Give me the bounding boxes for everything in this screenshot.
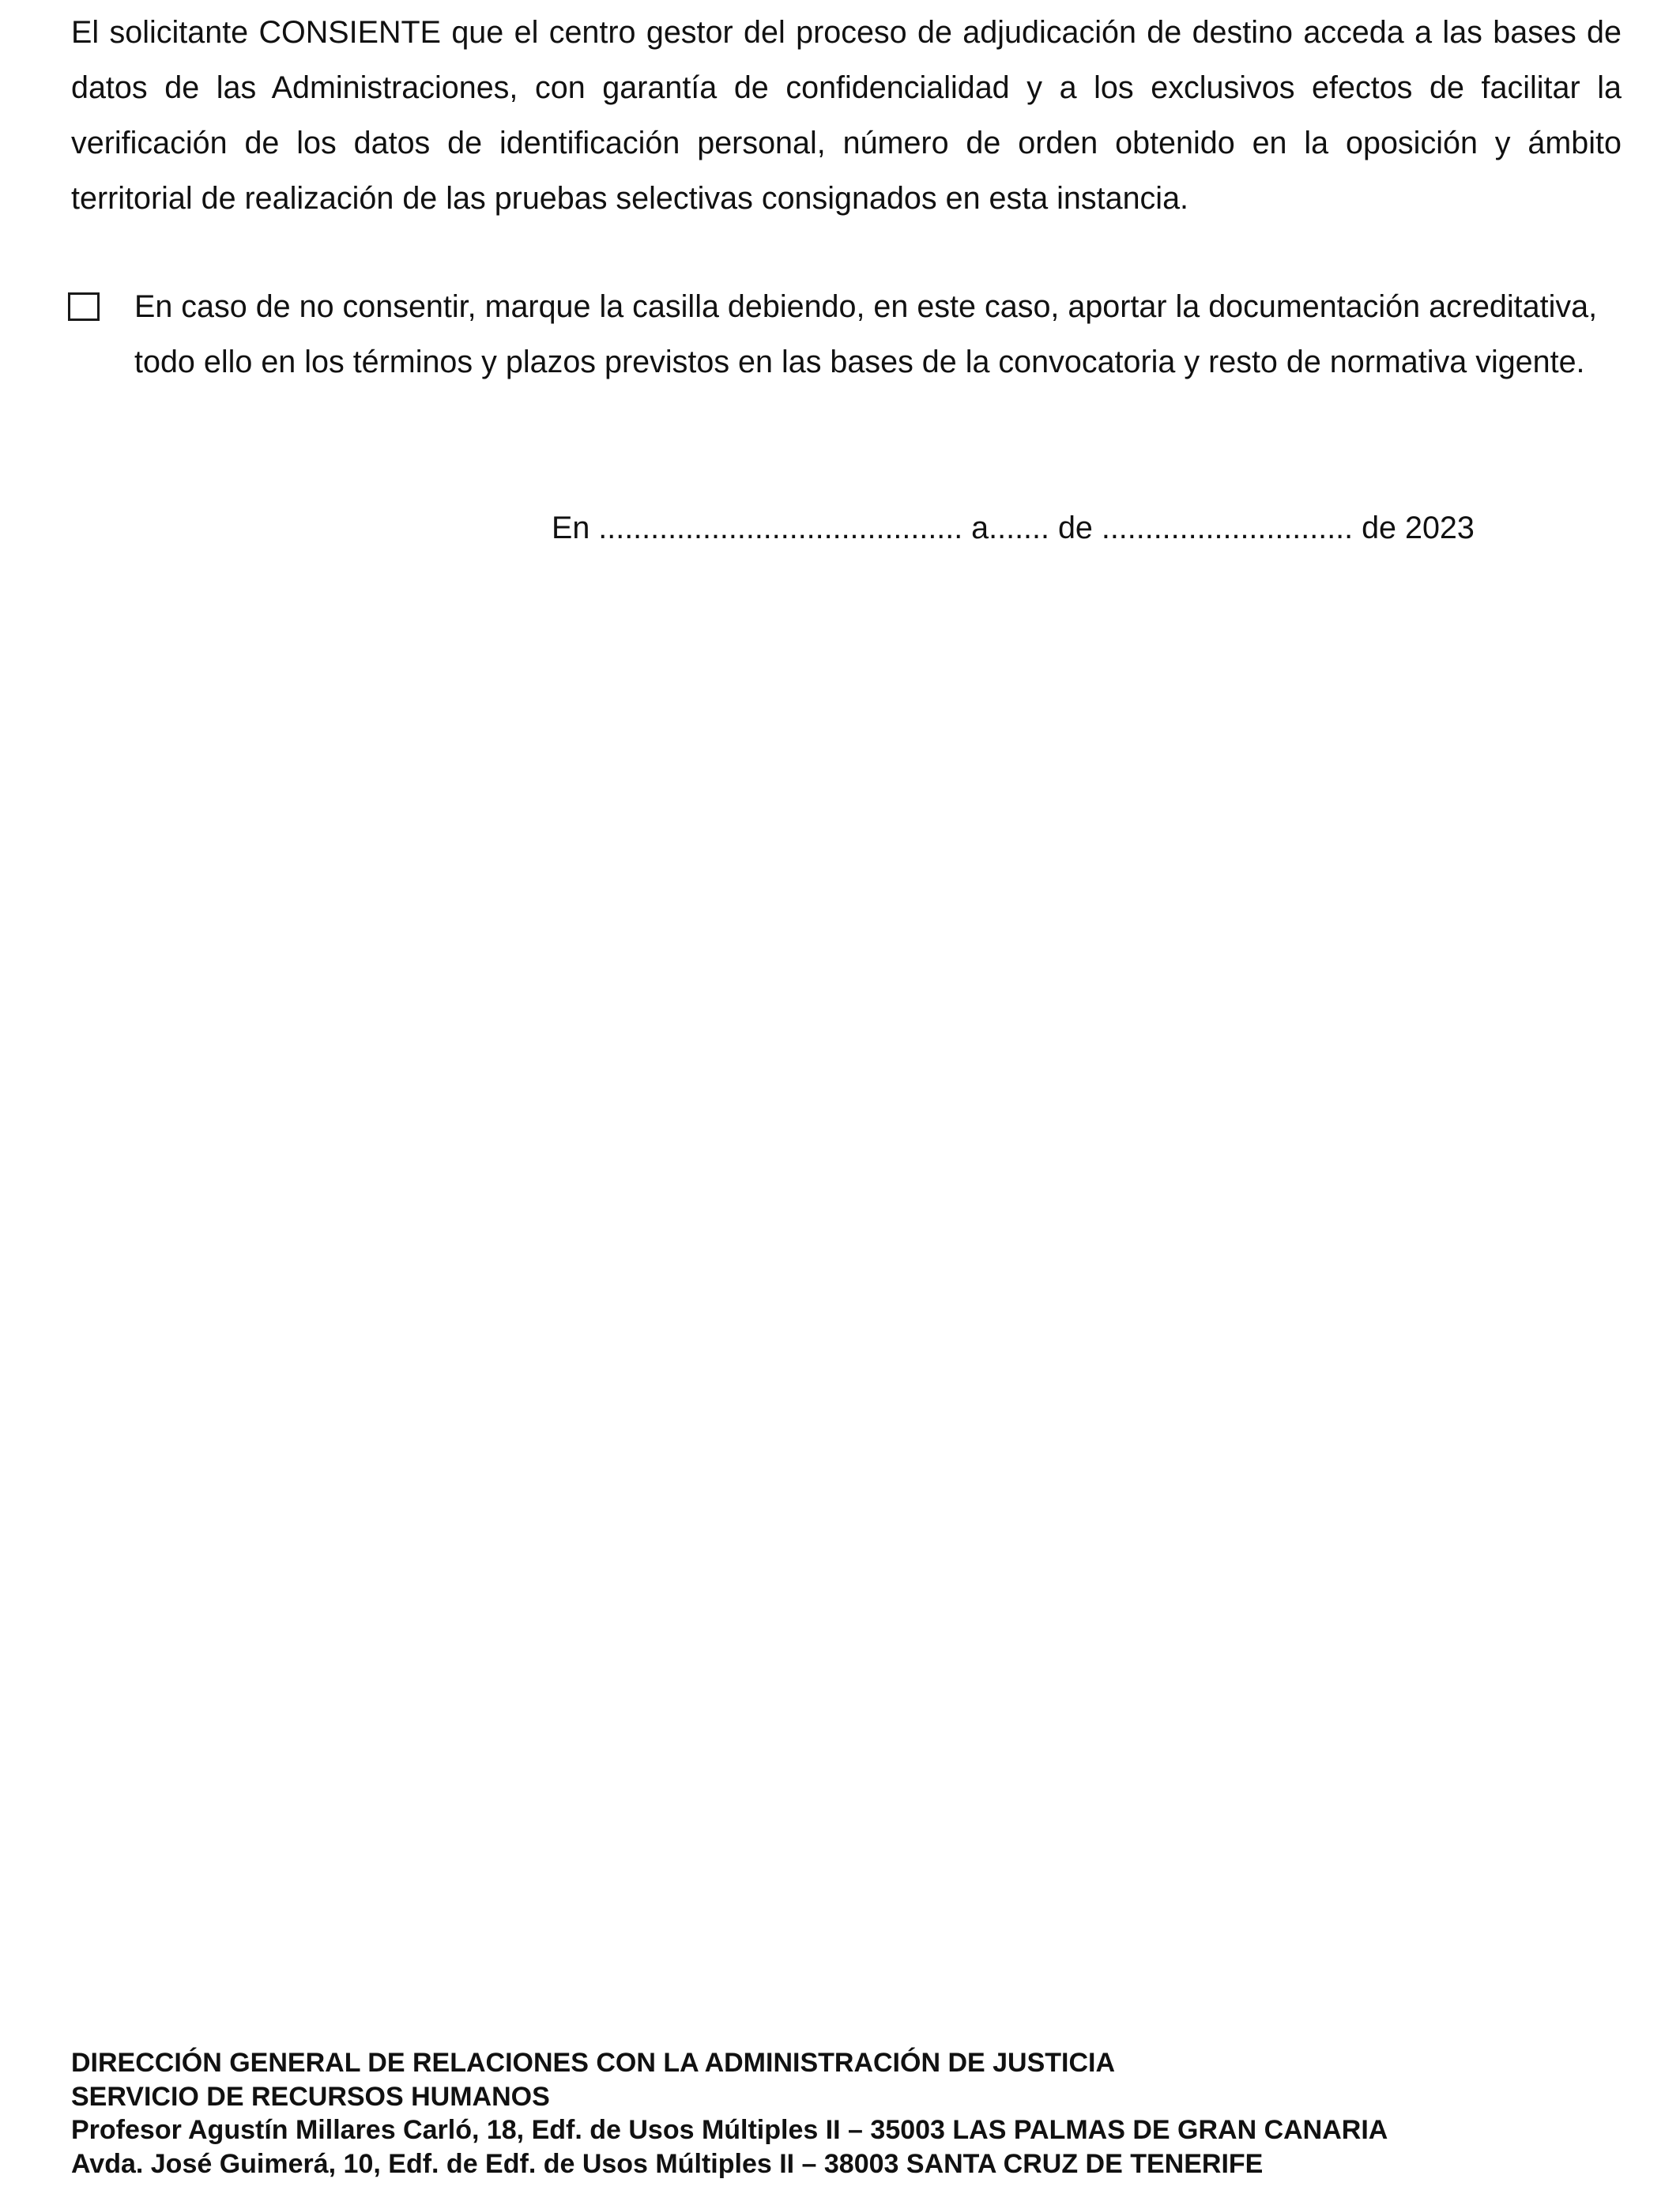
footer-address-tenerife: Avda. José Guimerá, 10, Edf. de Edf. de Usos Múltiples II – 38003 SANTA CRUZ DE TENERIFE xyxy=(71,2148,1264,2179)
opt-out-line-1: En caso de no consentir, marque la casilla debiendo, en este caso, aportar la documentación acreditativa, xyxy=(134,289,1598,324)
footer-service: SERVICIO DE RECURSOS HUMANOS xyxy=(71,2081,550,2112)
opt-out-line-2: todo ello en los términos y plazos previstos en las bases de la convocatoria y resto de normativa vigente. xyxy=(134,345,1585,379)
consent-paragraph: El solicitante CONSIENTE que el centro gestor del proceso de adjudicación de destino acceda a las bases de datos de las Administraciones, con garantía de confidencialidad y a los exclusivos efectos de facilitar la verificación de los datos de identificación personal, número de orden obtenido en la oposición y ámbito territorial de realización de las pruebas selectivas consignados en esta instancia. xyxy=(71,15,1622,216)
opt-out-paragraph xyxy=(134,279,1622,390)
footer-address-block xyxy=(71,2046,1652,2181)
no-consent-checkbox[interactable] xyxy=(68,292,100,321)
date-place-line: En .......................................... a....... de ............................. de 2023 xyxy=(552,511,1475,545)
footer-address-las-palmas: Profesor Agustín Millares Carló, 18, Edf. de Usos Múltiples II – 35003 LAS PALMAS DE GRAN CANARIA xyxy=(71,2115,1388,2145)
footer-directorate: DIRECCIÓN GENERAL DE RELACIONES CON LA ADMINISTRACIÓN DE JUSTICIA xyxy=(71,2048,1116,2078)
